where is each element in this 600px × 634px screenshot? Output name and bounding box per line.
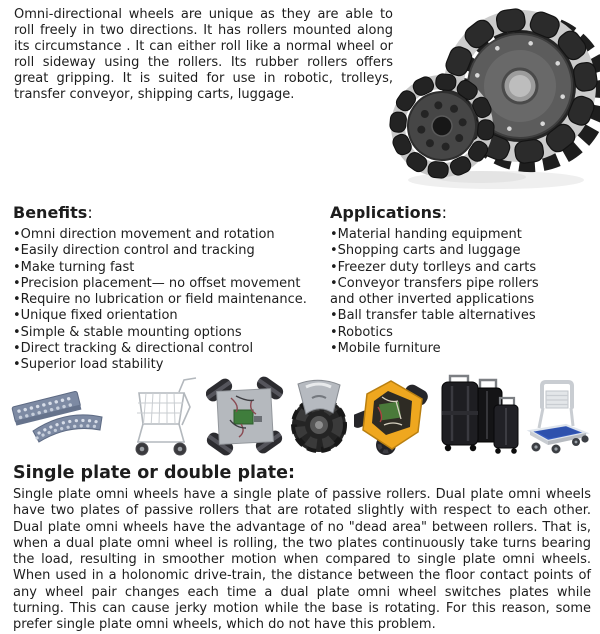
hexagonal-robot-kit-image [354,377,428,455]
application-item: •Freezer duty torlleys and carts [330,259,537,275]
benefit-item: •Direct tracking & directional control [13,341,254,357]
applications-list [330,227,580,357]
benefit-item: •Simple & stable mounting options [13,324,242,340]
application-item: •Ball transfer table alternatives [330,308,536,324]
application-item: •Robotics [330,324,393,340]
application-item: •Mobile furniture [330,341,441,357]
omni-caster-wheel-image [286,374,352,456]
application-item-continuation: and other inverted applications [330,292,535,308]
applications-section [330,203,580,357]
single-plate-heading: Single plate or double plate: [13,463,296,483]
benefit-item: •Superior load stability [13,357,164,373]
omni-wheel-robot-platform-image [206,376,284,458]
benefit-item: •Unique fixed orientation [13,308,178,324]
benefit-item: •Precision placement— no offset movement [13,275,301,291]
benefits-heading [13,203,328,222]
dual-omni-wheel-illustration [388,0,600,200]
single-plate-paragraph: Single plate omni wheels have a single plate of passive rollers. Dual plate omni wheels have two plates of passive rollers that are rotated slightly with respect to each other. Dual plate omni wheels have the advantage of no "dead area" between rollers. That is, when a dual plate omni wheel is rolling, the two plates continuously take turns bearing the load, resulting in smoother motion when compared to single plate omni wheels. When used in a holonomic drive-train, the distance between the floor contact points of any wheel pair changes each time a dual plate omni wheel switches plates while turning. This can cause jerky motion while the base is rotating. For this reason, some prefer single plate omni wheels, which do not have this problem. [13,487,591,633]
applications-heading-text: Applications [330,203,442,222]
applications-heading-colon: : [441,203,447,222]
benefit-item: •Require no lubrication or field maintenance. [13,292,307,308]
benefits-section [13,203,328,374]
benefit-item: •Omni direction movement and rotation [13,227,275,242]
application-item: •Shopping carts and luggage [330,243,521,259]
intro-paragraph: Omni-directional wheels are unique as they are able to roll freely in two directions. It has rollers mounted along its circumstance . It can either roll like a normal wheel or roll sideway using the rollers. Its rubber rollers offers great gripping. It is suited for use in robotic, trolleys, transfer conveyor, shipping carts, luggage. [14,7,393,102]
applications-heading [330,203,580,222]
application-item: •Conveyor transfers pipe rollers [330,275,539,291]
benefit-item: •Easily direction control and tracking [13,243,255,259]
benefits-list [13,227,328,374]
application-item: •Material handing equipment [330,227,522,242]
benefits-heading-text: Benefits [13,203,88,222]
omni-wheel-product-image [388,0,600,200]
benefit-item: •Make turning fast [13,259,135,275]
benefits-heading-colon: : [87,203,93,222]
shopping-cart-image [124,372,203,458]
platform-hand-truck-image [526,375,592,455]
luggage-set-image [436,373,522,457]
roller-conveyor-tracks-image [6,386,108,448]
application-image-gallery [0,368,600,460]
